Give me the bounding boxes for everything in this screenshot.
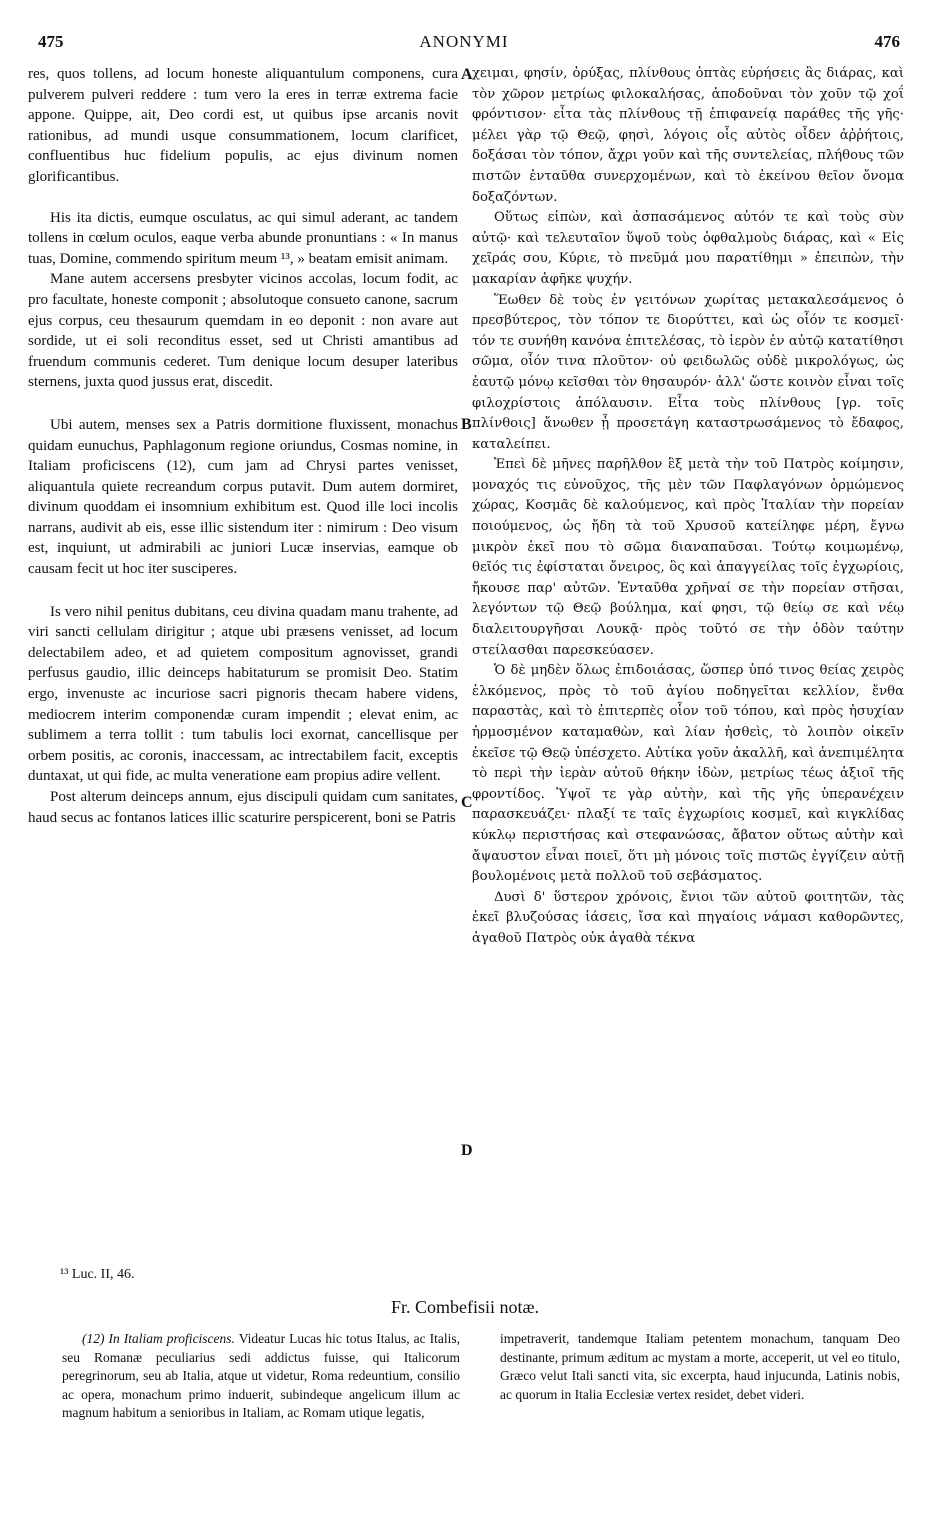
running-header [28,32,900,62]
margin-marker-d: D [461,1142,473,1159]
notes-heading: Fr. Combefisii notæ. [390,1297,540,1317]
running-title: ANONYMI [419,32,509,51]
latin-column [28,64,458,828]
latin-paragraph-4: Ubi autem, menses sex a Patris dormitione fluxissent, monachus quidam eunuchus, Paphlagonum regione oriundus, Cosmas nomine, in Italiam proficiscens (12), cum jam ad Chrysi partes venisset, aliquantula quiete recreandum corpus putavit. Dum autem dormiret, divinum quoddam ei insomnium exhibitum est. Quod ille loci incolis narrans, audivit ab eis, esse illic sistendum iter : nimirum : Deo visum est, inquiunt, ut admirabili ac juniori Lucæ inservias, eamque ob causam fecit ut hoc iter susciperes. [28,416,458,578]
notes-right-column [500,1330,900,1404]
margin-marker-a: A [461,66,473,83]
notes-left-column [62,1330,460,1423]
margin-marker-b: B [461,416,472,433]
latin-paragraph-2: His ita dictis, eumque osculatus, ac qui simul aderant, ac tandem tollens in cœlum oculos, eaque verba abunde pronuntians : « In manus tuas, Domine, commendo spiritum meum ¹³, » beatam emisit animam. [28,209,458,267]
latin-paragraph-3: Mane autem accersens presbyter vicinos accolas, locum fodit, ac pro facultate, honeste componit ; absolutoque consueto canone, sacrum ejus corpus, ceu thesaurum quemdam in eo deponit : non avare aut sordide, ut ei soli reconditus esset, sed ut Christi amantibus ad fruendum communis cederet. Tum denique locum desuper lateribus sternens, juxta quod jussus erat, discedit. [28,271,458,391]
margin-marker-c: C [461,794,473,811]
note-text-left: Videatur Lucas hic totus Italus, ac Italis, seu Romanæ peculiarius sedi addictus fuisse, qui Italicorum peregrinorum, seu ab Italia, atque ut videtur, Roma redeuntium, consilio ac opera, monachum primo induerit, subindeque angelicum illum ac magnum habitum a senioribus in Italiam, ac Romam utique legatis, [62,1331,460,1421]
greek-paragraph-2: Οὕτως εἰπὼν, καὶ ἀσπασάμενος αὐτόν τε καὶ τοὺς σὺν αὐτῷ· καὶ τελευταῖον ὕψοῦ τοὺς ὀφθαλμοὺς διάρας, καὶ « Εἰς χεῖράς σου, Κύριε, τὸ πνεῦμά μου παρατίθημι » ἐπειπὼν, τὴν μακαρίαν ἀφῆκε ψυχήν. [472,210,904,287]
note-lemma: (12) In Italiam proficiscens. [82,1331,235,1346]
latin-paragraph-1: res, quos tollens, ad locum honeste aliquantulum componens, cura pulverem pulveri reddere : tum vero la eres in terræ extrema facie appone. Quippe, ait, Deo cordi est, ut quibus ipse arcanis novit rationibus, ad mundi usque consummationem, locum clarificet, confluentibus huc fidelium populis, ac ejus divinum nomen glorificantibus. [28,66,458,185]
greek-paragraph-1: χειμαι, φησίν, ὀρύξας, πλίνθους ὀπτὰς εὑρήσεις ἃς διάρας, καὶ τὸν χῶρον μετρίως φιλοκαλήσας, ἀποδοῦναι τὸν χοῦν τῷ χοΐ φρόντισον· εἶτα τὰς πλίνθους τῇ ἐπιφανείᾳ παράθες τῆς γῆς· μέλει γὰρ τῷ Θεῷ, φησὶ, λόγοις οἷς αὐτὸς οἶδεν ἀῤῥήτοις, δοξάσαι τὸν τόπον, ἄχρι γοῦν καὶ τῆς συντελείας, πλήθους τῶν πιστῶν ἐνταῦθα συνερχομένων, καὶ τὸ ἐκείνου θεῖον ὄνομα δοξαζόντων. [472,66,904,205]
greek-paragraph-5: Ὁ δὲ μηδὲν ὅλως ἐπιδοιάσας, ὥσπερ ὑπό τινος θείας χειρὸς ἑλκόμενος, πρὸς τὸ τοῦ ἁγίου ποδηγεῖται κελλίον, ἔνθα παραστὰς, καὶ τὸ ἐπιτερπὲς οἷον τοῦ τόπου, καὶ πρὸς ἡσυχίαν ἡρμοσμένον καταμαθὼν, καὶ λίαν ἡσθεὶς, τὸ λοιπὸν οἰκεῖν ἐκεῖσε τῷ Θεῷ ὑπέσχετο. Αὐτίκα γοῦν ἀκαλλῆ, καὶ ἀνεπιμέλητα τὸ περὶ τὴν ἱερὰν αὐτοῦ θήκην ἰδὼν, μετρίως τέως ἀξιοῖ τῆς φροντίδος. Ὑψοῖ τε γὰρ αὐτὴν, καὶ τῆς γῆς ὑπερανέχειν παρασκευάζει· πλαξί τε ταῖς ἐγχωρίοις κοσμεῖ, καὶ κιγκλίδας κύκλῳ περιστήσας καὶ στεφανώσας, ἄβατον οὕτως αὐτὴν καὶ ἄψαυστον εἶναι ποιεῖ, ὅτι μὴ μόνοις τοῖς πιστῶς ἐγγίζειν αὐτῇ βουλομένοις μετὰ πολλοῦ τοῦ σεβάσματος. [472,663,904,885]
footnote: ¹³ Luc. II, 46. [60,1267,135,1282]
note-text-right: impetraverit, tandemque Italiam petentem monachum, tanquam Deo destinante, primum æditum ac mystam a morte, acceperit, ut vel eo titulo, Græco velut Itali sancti vita, sic excerpta, haud injucunda, Latinis nobis, ac quorum in Italia Ecclesiæ vertex residet, debet videri. [500,1331,900,1402]
greek-paragraph-6: Δυσὶ δ' ὕστερον χρόνοις, ἔνιοι τῶν αὐτοῦ φοιτητῶν, τὰς ἐκεῖ βλυζούσας ἰάσεις, ἴσα καὶ πηγαίοις νάμασι καθορῶντες, ἀγαθοῦ Πατρὸς οὐκ ἀγαθὰ τέκνα [472,889,904,946]
latin-paragraph-6: Post alterum deinceps annum, ejus discipuli quidam cum sanitates, haud secus ac fontanos latices illic scaturire perspicerent, boni se Patris [28,789,458,826]
latin-paragraph-5: Is vero nihil penitus dubitans, ceu divina quadam manu trahente, ad viri sancti cellulam dirigitur ; atque ubi præsens venisset, ad locum delectabilem adeo, et ad quietem compositum agnovisset, grandi perfusus gaudio, illic deinceps habitaturum se promisit Deo. Statim ergo, invenuste ac incuriose sacri pignoris thecam habere videns, mediocrem interim componendæ curam impendit ; elevat enim, ac sublimem a terra tollit : tum tabulis loci exornat, cancellisque per orbem positis, ac coronis, inaccessam, ac intrectabilem facit, exceptis duntaxat, ut qui fide, ac multa veneratione eam propius adire vellent. [28,603,458,785]
page-number-right: 476 [874,32,900,51]
greek-column [472,64,904,950]
greek-paragraph-4: Ἐπεὶ δὲ μῆνες παρῆλθον ἓξ μετὰ τὴν τοῦ Πατρὸς κοίμησιν, μοναχός τις εὐνοῦχος, τῆς μὲν τῶν Παφλαγόνων ὁρμώμενος χώρας, Κοσμᾶς δὲ καλούμενος, καὶ πρὸς Ἰταλίαν τὴν πορείαν ποιούμενος, ὡς ἤδη τὰ τοῦ Χρυσοῦ κατείληφε μέρη, ἔγνω μικρὸν ἐκεῖ που τὸ σῶμα διαναπαῦσαι. Τούτῳ κοιμωμένῳ, θεῖός τις ἐφίσταται ὄνειρος, ὃς καὶ ἀπαγγείλας τοῖς ἐγχωρίοις, ἤκουσε παρ' αὐτῶν. Ἐνταῦθα χρῆναί σε τὴν πορείαν στῆσαι, λεγόντων τῷ Θεῷ βούλημα, καί φησι, τῷ θείῳ σε καὶ νέῳ διαλειτουργῆσαι Λουκᾷ· πρὸς τοῦτό σε τὴν ὁδὸν ταύτην στείλασθαι παρεσκεύασεν. [472,457,904,658]
greek-paragraph-3: Ἕωθεν δὲ τοὺς ἐν γειτόνων χωρίτας μετακαλεσάμενος ὁ πρεσβύτερος, τὸν τόπον τε διορύττει, καὶ ὡς οἷόν τε κοσμεῖ· τόν τε συνήθη κανόνα ἐπιτελέσας, τὸ ἱερὸν ἐν αὐτῷ κατατίθησι σῶμα, οἷόν τινα πλοῦτον· οὐ φειδωλῶς οὐδὲ μικρολόγως, ὡς ἑαυτῷ μόνῳ κεῖσθαι τὸν θησαυρόν· ἀλλ' ὥστε κοινὸν εἶναι τοῖς φιλοχρίστοις ἀπόλαυσιν. Εἶτα τοὺς πλίνθους [γρ. τοῖς πλίνθοις] ἄνωθεν ᾗ προσετάγη καταστρωσάμενος τὸ ἔδαφος, καταλείπει. [472,292,904,452]
page-number-left: 475 [38,32,64,51]
